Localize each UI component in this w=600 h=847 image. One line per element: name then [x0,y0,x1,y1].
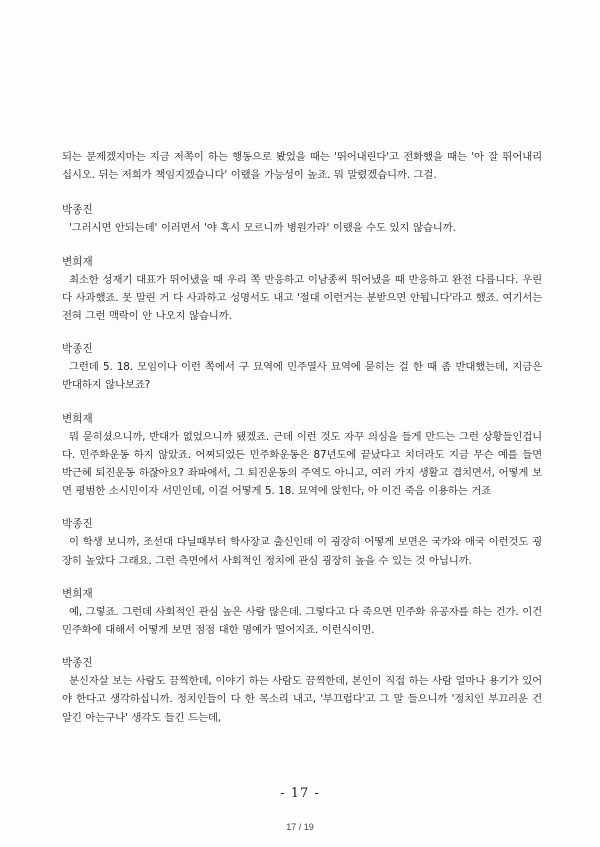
speaker-name: 박종진 [62,657,93,670]
intro-paragraph: 되는 문제겠지마는 지금 저쪽이 하는 행동으로 봤었을 때는 '뛰어내린다'고 전화했을 때는 '아 잘 뛰어내리십시오. 뒤는 저희가 책임지겠습니다' 이랬을 가능성이 높죠. 뭐 말렸겠습니까. 그걸. [62,151,542,182]
speech-text: 뭐 묻히셨으니까, 반대가 없었으니까 됐겠죠. 근데 이런 것도 자꾸 의심을 들게 만드는 그런 상황들인겁니다. 민주화운동 하지 않았죠. 어찌되었든 민주화운동은 87년도에 끝났다고 치더라도 지금 무슨 예를 들면 박근혜 퇴진운동 하잖아요? 좌파에서, 그 퇴진운동의 주역도 아니고, 여러 가지 생활고 겹치면서, 어떻게 보면 평범한 소시민이자 서민인데, 이걸 어떻게 5. 18. 묘역에 앉힌다, 아 이건 죽음 이용하는 거죠 [62,430,542,498]
speaker-name: 변희재 [62,587,93,600]
dialogue-turn [62,253,542,326]
speaker-name: 박종진 [62,343,93,356]
dialogue-turn [62,410,542,501]
speech-text: 그런데 5. 18. 모임이나 이런 쪽에서 구 묘역에 민주열사 묘역에 묻히는 걸 한 때 좀 반대했는데, 지금은 반대하지 않나보죠? [62,361,542,392]
dialogue-turn [62,654,542,727]
speech-text: 예, 그렇죠. 그런데 사회적인 관심 높은 사람 많은데. 그렇다고 다 죽으면 민주화 유공자를 하는 건가. 이건 민주화에 대해서 어떻게 보면 점점 대한 명예가 떨어지죠. 이런식이면. [62,605,542,637]
dialogue-turn [62,585,542,639]
dialogue-turn [62,340,542,394]
dialogue-turn [62,515,542,569]
speaker-name: 박종진 [62,518,93,531]
page-number: - 17 - [280,786,320,801]
page-counter: 17 / 19 [286,822,314,832]
speech-text: 이 학생 보니까, 조선대 다닐때부터 학사장교 출신인데 이 굉장히 어떻게 보면은 국가와 애국 이런것도 굉장히 높았다 그래요. 그런 측면에서 사회적인 정치에 관심 굉장히 높을 수 있는 것 아닙니까. [62,536,542,567]
speech-text: 분신자살 보는 사람도 끔찍한데, 이야기 하는 사람도 끔찍한데, 본인이 직접 하는 사람 얼마나 용기가 있어야 한다고 생각하십니까. 정치인들이 다 한 목소리 내고, '부끄럽다'고 그 말 들으니까 '정치인 부끄러운 건 알긴 아는구나' 생각도 들긴 드는데, [62,675,542,724]
speech-text: 최소한 성재기 대표가 뛰어냈을 때 우리 쪽 반응하고 이남종씨 뛰어냈을 때 반응하고 완전 다릅니다. 우린 다 사과했죠. 못 말린 거 다 사과하고 성명서도 내고 '절대 이런거는 분받으면 안됩니다'라고 했죠. 여기서는 전혀 그런 맥락이 안 나오지 않습니까. [62,273,542,323]
speaker-name: 박종진 [62,204,93,217]
transcript-body [62,148,542,727]
dialogue-turn [62,201,542,237]
speech-text: '그러시면 안되는데' 이러면서 '야 혹시 모르니까 병원가라' 이랬을 수도 있지 않습니까. [69,222,456,235]
speaker-name: 변희재 [62,255,93,268]
speaker-name: 변희재 [62,412,93,425]
